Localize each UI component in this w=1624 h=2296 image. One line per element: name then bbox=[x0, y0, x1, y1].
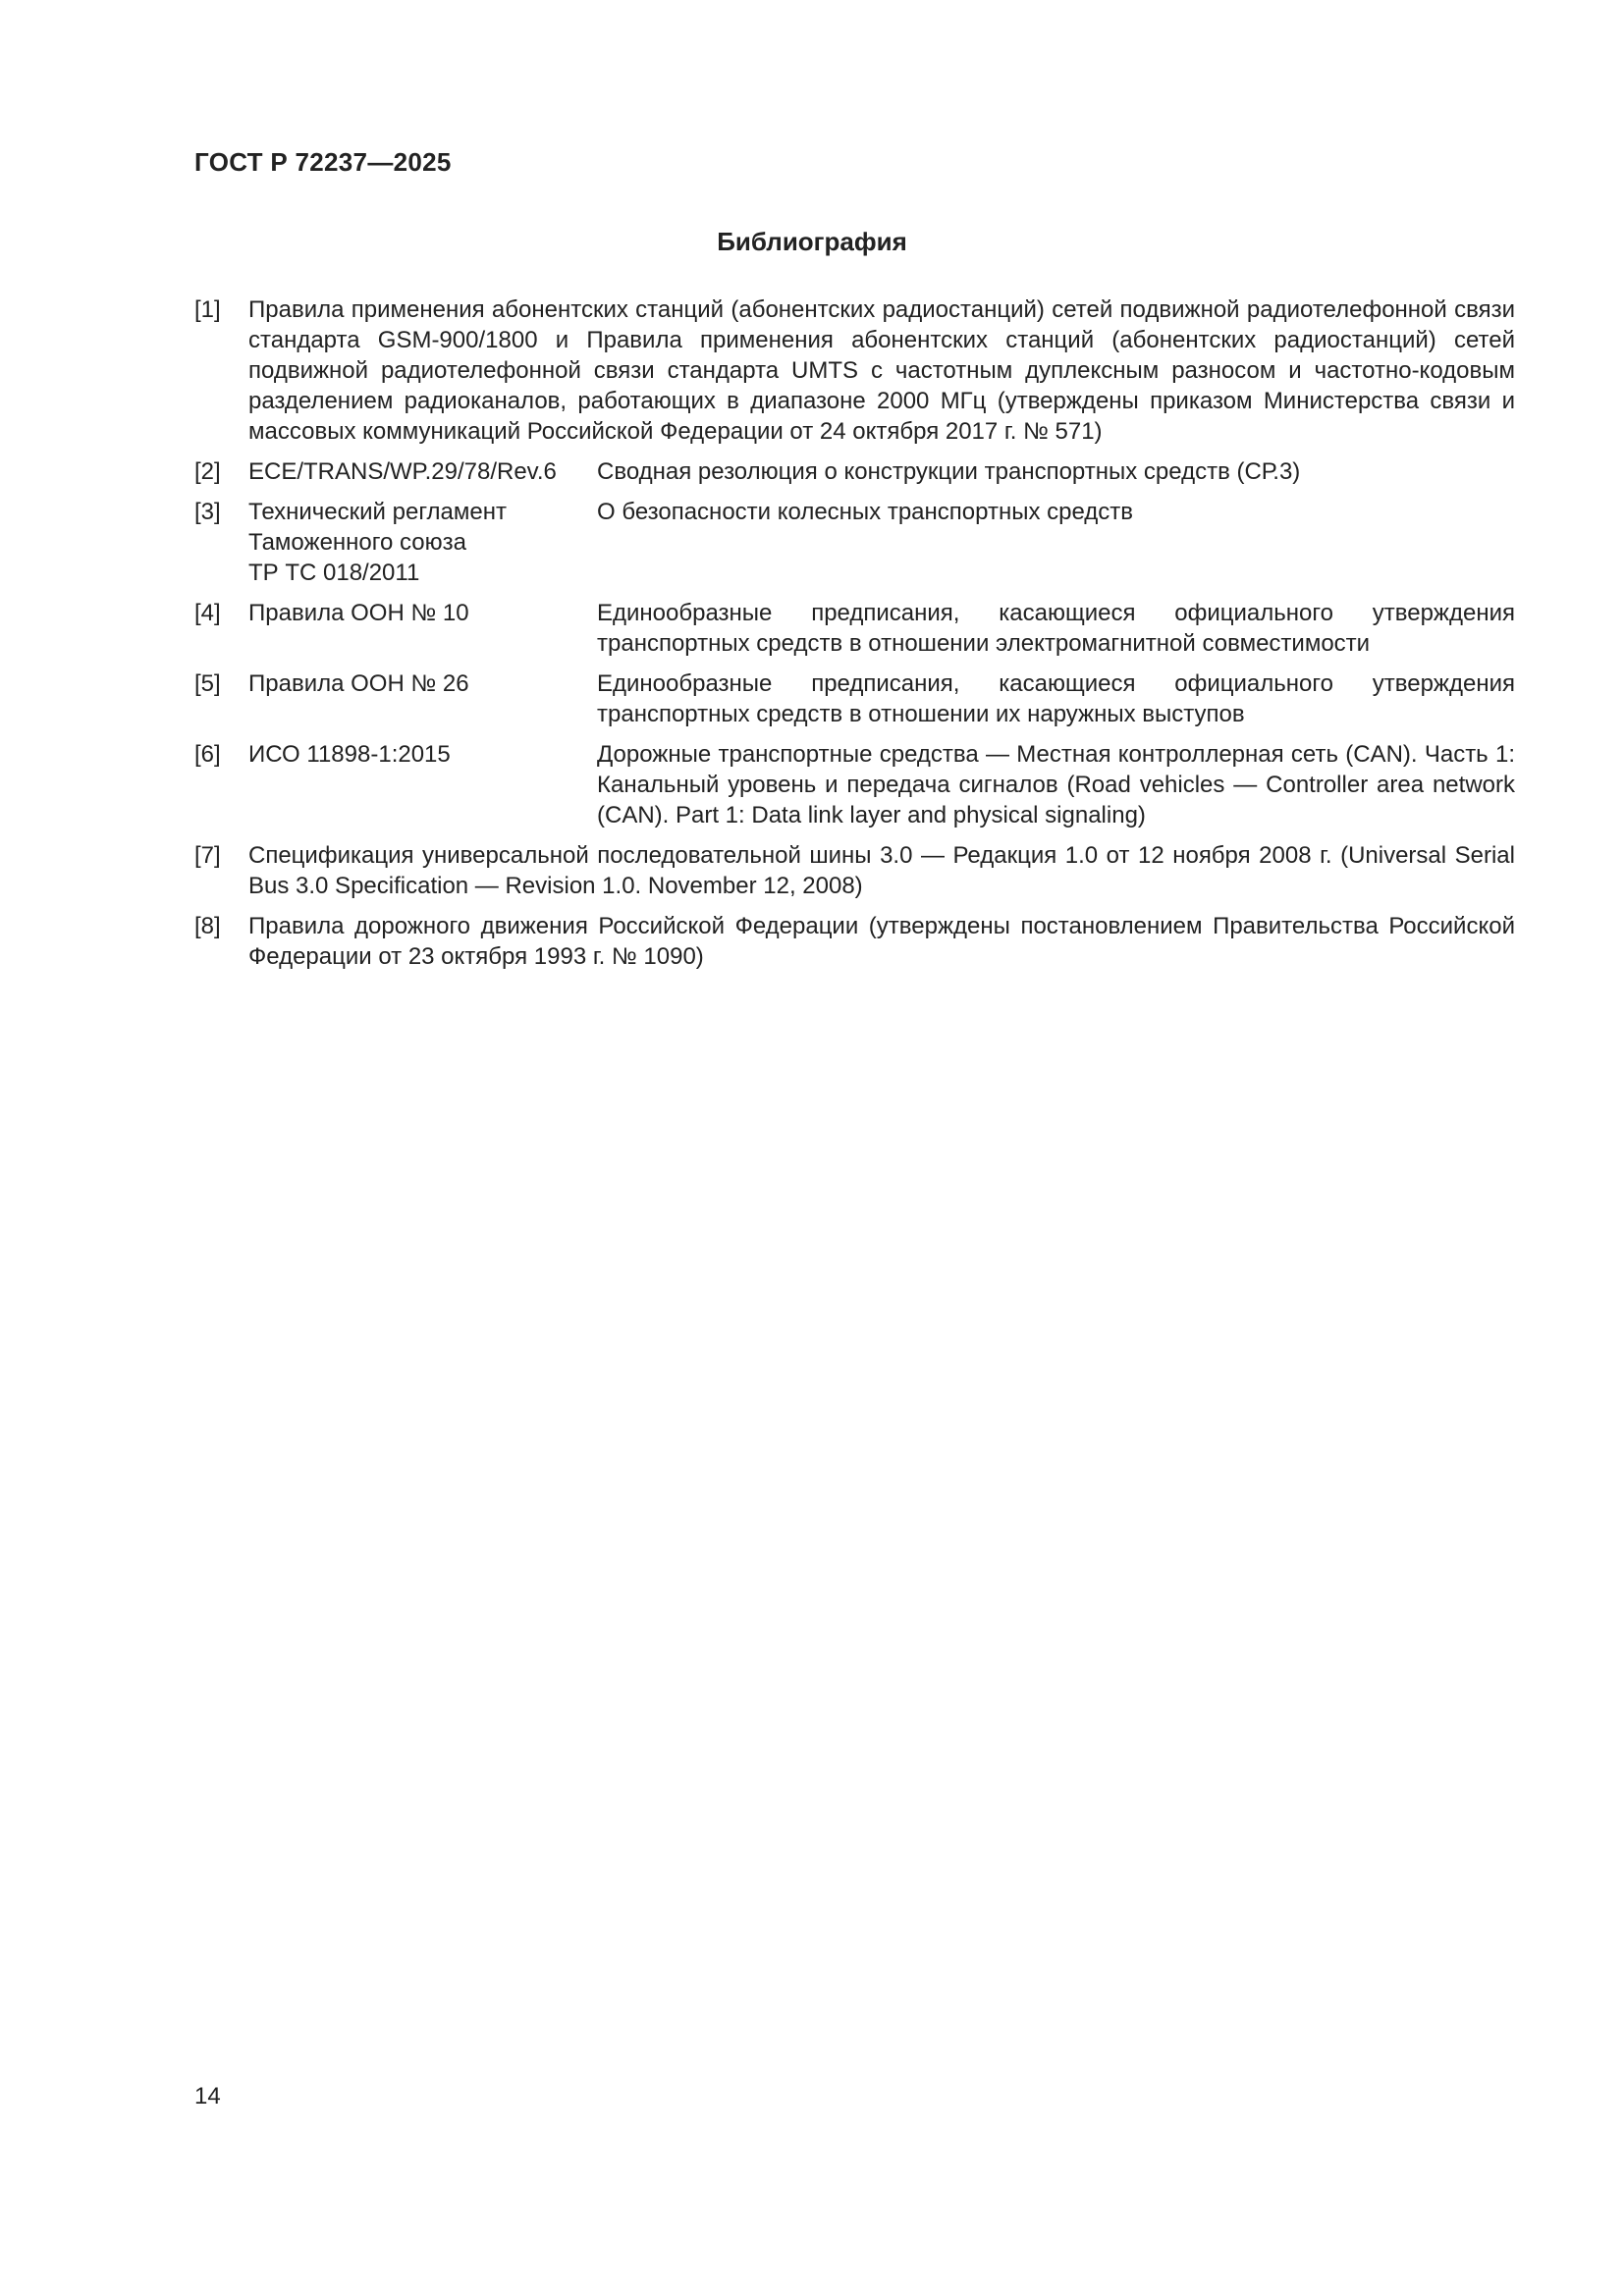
entry-number: [1] bbox=[194, 296, 221, 323]
entry-code: ИСО 11898-1:2015 bbox=[248, 741, 451, 768]
entry-text: Правила применения абонентских станций (абонентских радиостанций) сетей подвижной радиотелефонной связи стандарта GSM-900/1800 и Правила применения абонентских станций (абонентских радиостанций) сетей подвижной радиотелефонной связи стандарта UMTS с частотным дуплексным разносом и частотно-кодовым разделением радиоканалов, работающих в диапазоне 2000 МГц (утверждены приказом Министерства связи и массовых коммуникаций Российской Федерации от 24 октября 2017 г. № 571) bbox=[248, 296, 1515, 445]
bibliography-entry-3 bbox=[194, 497, 1515, 588]
entry-text: Правила дорожного движения Российской Федерации (утверждены постановлением Правительства Российской Федерации от 23 октября 1993 г. № 1090) bbox=[248, 913, 1515, 970]
bibliography-entry-7 bbox=[194, 840, 1515, 901]
bibliography-entry-8 bbox=[194, 911, 1515, 972]
entry-number: [3] bbox=[194, 499, 221, 525]
entry-code: Правила ООН № 10 bbox=[248, 600, 469, 626]
entry-description: О безопасности колесных транспортных средств bbox=[597, 499, 1134, 525]
document-standard-id: ГОСТ Р 72237—2025 bbox=[194, 147, 452, 177]
entry-number: [7] bbox=[194, 842, 221, 869]
entry-description: Единообразные предписания, касающиеся официального утверждения транспортных средств в отношении электромагнитной совместимости bbox=[597, 600, 1515, 657]
entry-number: [8] bbox=[194, 913, 221, 939]
entry-description: Единообразные предписания, касающиеся официального утверждения транспортных средств в отношении их наружных выступов bbox=[597, 670, 1515, 727]
entry-text: Спецификация универсальной последовательной шины 3.0 — Редакция 1.0 от 12 ноября 2008 г. (Universal Serial Bus 3.0 Specification — Revision 1.0. November 12, 2008) bbox=[248, 842, 1515, 899]
page-number: 14 bbox=[194, 2083, 221, 2109]
bibliography-entry-5 bbox=[194, 668, 1515, 729]
bibliography-list bbox=[194, 294, 1515, 982]
bibliography-entry-2 bbox=[194, 456, 1515, 487]
entry-number: [4] bbox=[194, 600, 221, 626]
entry-number: [6] bbox=[194, 741, 221, 768]
bibliography-entry-1 bbox=[194, 294, 1515, 447]
entry-code: Правила ООН № 26 bbox=[248, 670, 469, 697]
bibliography-entry-6 bbox=[194, 739, 1515, 830]
entry-code: Технический регламент Таможенного союза ТР ТС 018/2011 bbox=[248, 499, 507, 586]
entry-description: Дорожные транспортные средства — Местная контроллерная сеть (CAN). Часть 1: Канальный уровень и передача сигналов (Road vehicles — Controller area network (CAN). Part 1: Data link layer and physical signaling) bbox=[597, 741, 1515, 828]
entry-code: ECE/TRANS/WP.29/78/Rev.6 bbox=[248, 458, 557, 485]
entry-number: [5] bbox=[194, 670, 221, 697]
section-title: Библиография bbox=[717, 227, 907, 256]
entry-description: Сводная резолюция о конструкции транспортных средств (СР.3) bbox=[597, 458, 1301, 485]
bibliography-entry-4 bbox=[194, 598, 1515, 659]
entry-number: [2] bbox=[194, 458, 221, 485]
